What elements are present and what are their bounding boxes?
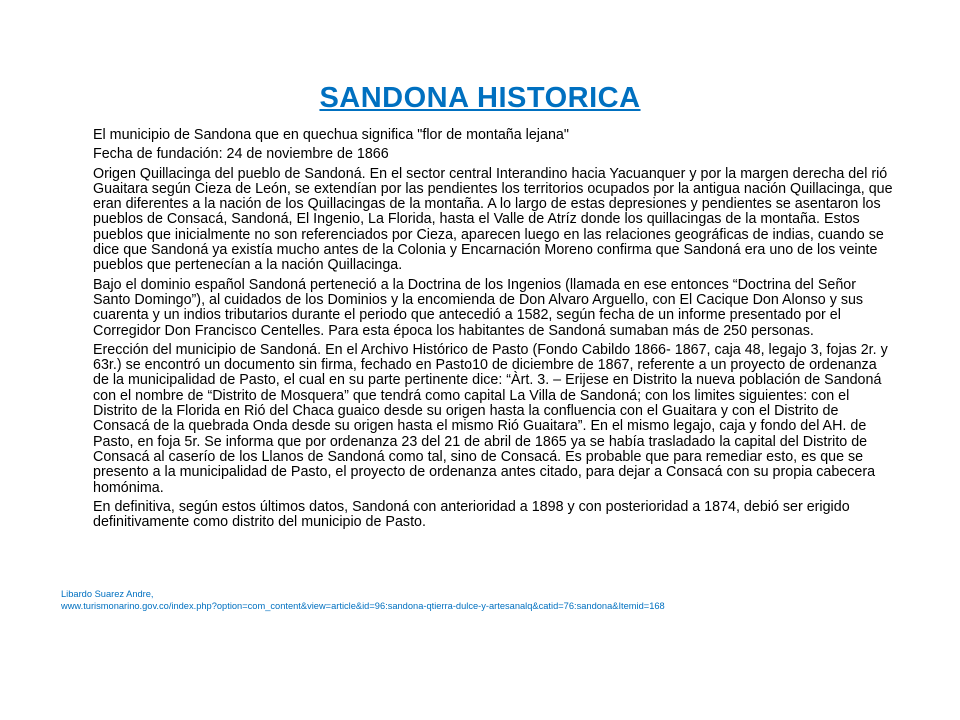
body-text — [93, 128, 893, 534]
source-author: Libardo Suarez Andre, — [61, 589, 154, 599]
paragraph-foundation-date: Fecha de fundación: 24 de noviembre de 1866 — [93, 146, 389, 163]
source-link[interactable]: www.turismonarino.gov.co/index.php?option=com_content&view=article&id=96:sandona-qtierra-dulce-y-artesanalq&catid=76:sandona&Itemid=168 — [61, 601, 665, 611]
paragraph-meaning: El municipio de Sandona que en quechua significa "flor de montaña lejana" — [93, 127, 569, 143]
paragraph-spanish-rule: Bajo el dominio español Sandoná perteneció a la Doctrina de los Ingenios (llamada en ese entonces “Doctrina del Señor Santo Domingo”), al cuidados de los Dominios y la encomienda de Don Alvaro Arguello, con El Cacique Don Alonso y sus cuarenta y un indios tributarios durante el periodo que antecedió a 1582, según fecha de un informe presentado por el Corregidor Don Francisco Centelles. Para esta época los habitantes de Sandoná sumaban más de 250 personas. — [93, 276, 864, 339]
paragraph-origin: Origen Quillacinga del pueblo de Sandoná. En el sector central Interandino hacia Yacuanquer y por la margen derecha del rió Guaitara según Cieza de León, se extendían por las pendientes los territorios ocupados por la antigua nación Quillacinga, que eran diferentes a la nación de los Quillacingas de la montaña. A lo largo de estas depresiones y pendientes se asentaron los pueblos de Consacá, Sandoná, El Ingenio, La Florida, hasta el Valle de Atríz donde los quillacingas de la montaña. Estos pueblos que inicialmente no son referenciados por Cieza, aparecen luego en las relaciones geográficas de indias, cuando se dice que Sandoná ya existía mucho antes de la Colonia y Encarnación Moreno confirma que Sandoná era uno de los veinte pueblos que pertenecían a la nación Quillacinga. — [93, 165, 893, 274]
paragraph-conclusion: En definitiva, según estos últimos datos, Sandoná con anterioridad a 1898 y con posterioridad a 1874, debió ser erigido definitivamente como distrito del municipio de Pasto. — [93, 498, 850, 531]
page-title[interactable]: SANDONA HISTORICA — [319, 82, 641, 114]
source-citation — [61, 588, 941, 612]
paragraph-municipality-erection: Erección del municipio de Sandoná. En el Archivo Histórico de Pasto (Fondo Cabildo 1866- 1867, caja 48, legajo 3, fojas 2r. y 63r.) se encontró un documento sin firma, fechado en Pasto10 de diciembre de 1867, referente a un proyecto de ordenanza de la municipalidad de Pasto, el cual en su parte pertinente dice: “Àrt. 3. – Erijese en Distrito la nueva población de Sandoná con el nombre de “Distrito de Mosquera” que tendrá como capital La Villa de Sandoná; con los limites siguientes: con el Distrito de la Florida en Rió del Chaca guaico desde su origen hasta la confluencia con el Guaitara y con el Distrito de Consacá de la quebrada Onda desde su origen hasta el mismo Rió Guaitara”. En el mismo legajo, caja y fondo del AH. de Pasto, en foja 5r. Se informa que por ordenanza 23 del 21 de abril de 1865 ya se había trasladado la capital del Distrito de Consacá al caserío de los Llanos de Sandoná como tal, sino de Consacá. Es probable que para remediar esto, es que se presento a la municipalidad de Pasto, el proyecto de ordenanza antes citado, para dejar a Consacá con su propia cabecera homónima. — [93, 341, 888, 496]
